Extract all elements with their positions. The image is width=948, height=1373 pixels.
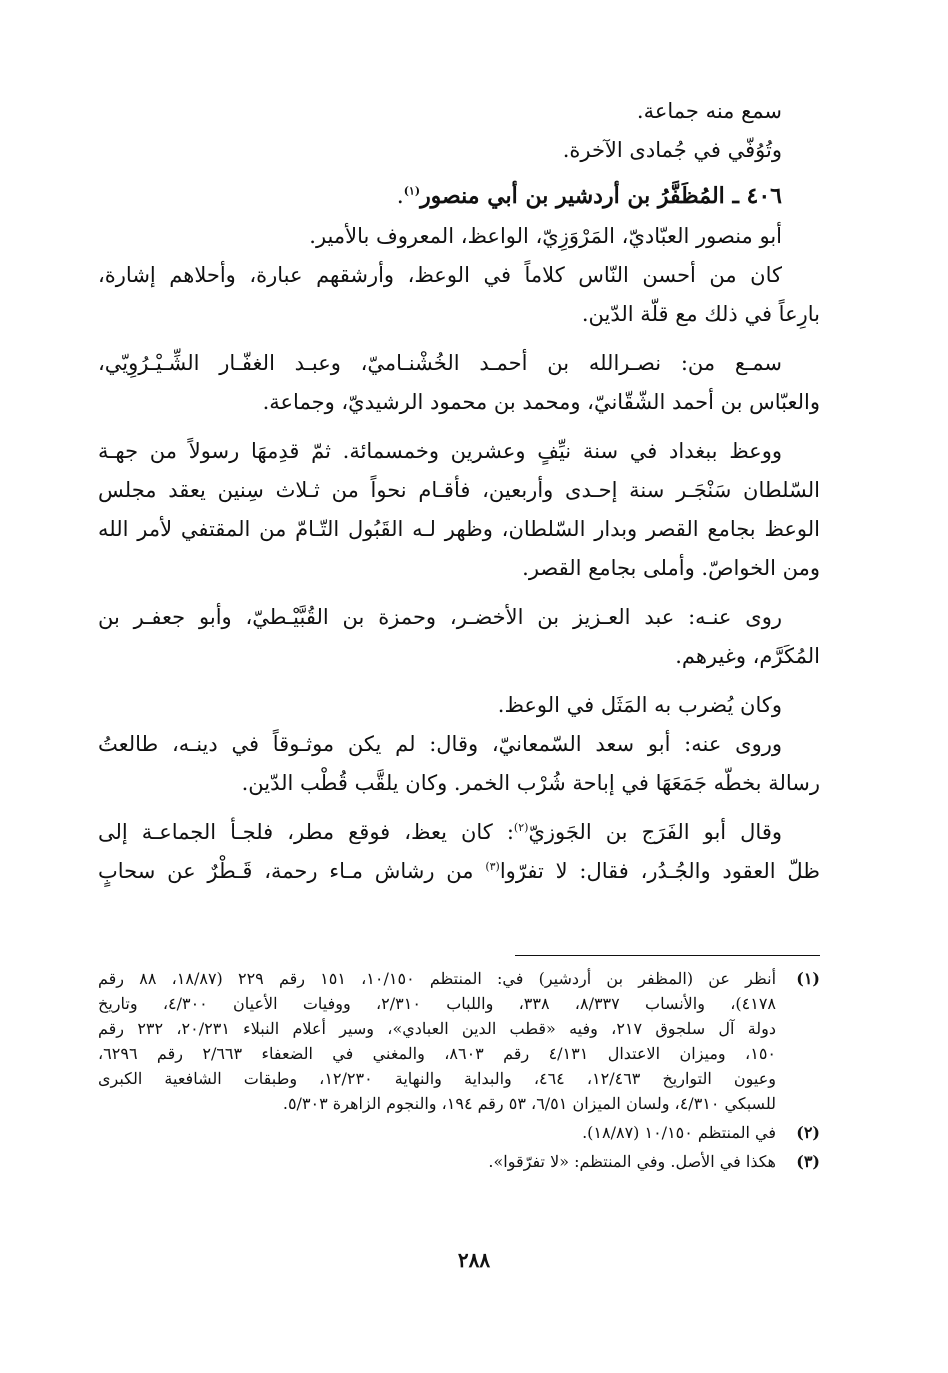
text-line: وكان يُضرب به المَثَل في الوعظ. (497, 693, 782, 717)
text-segment: من رشاش مـاء رحمة، قَـطْرٌ عن سحابٍ (98, 859, 486, 883)
footnote-number: (١) (796, 969, 820, 988)
footnote-line: ٤١٧٨)، والأنساب ٨/٣٣٧، ٣٣٨، واللباب ٢/٣١٠، ووفيات الأعيان ٤/٣٠٠، وتاريخ (98, 994, 777, 1013)
text-segment: : كان يعظ، فوقع مطر، فلجـأ الجماعـة إلى (98, 820, 514, 844)
text-line: كان من أحسن النّاس كلاماً في الوعظ، وأرشقهم عبارة، وأحلاهم إشارة، (98, 263, 782, 287)
footnote-line: هكذا في الأصل. وفي المنتظم: «لا تفرّقوا». (488, 1152, 776, 1171)
text-line: روى عنـه: عبد العـزيز بن الأخضـر، وحمزة بن القُبَّيْـطيّ، وأبو جعفـر بن (98, 605, 782, 629)
footnote-marker[interactable]: (١) (403, 184, 421, 198)
text-line: ومن الخواصّ. وأملى بجامع القصر. (522, 556, 820, 580)
footnote-line: ١٥٠، وميزان الاعتدال ٤/١٣١ رقم ٨٦٠٣، والمغني في الضعفاء ٢/٦٦٣ رقم ٦٢٩٦، (98, 1044, 776, 1063)
entry-heading (98, 176, 820, 217)
text-line: سمع منه جماعة. (636, 99, 782, 123)
footnote-body (98, 966, 776, 1116)
footnote-number: (٣) (796, 1152, 820, 1171)
page-number: ٢٨٨ (457, 1248, 491, 1272)
footnote-line: في المنتظم ١٠/١٥٠ (١٨/٨٧). (582, 1123, 776, 1142)
text-segment: وقال أبو الفَرَج بن الجَوزيّ (528, 820, 783, 844)
text-line (98, 852, 820, 891)
main-text (98, 92, 820, 891)
text-line: السّلطان سَنْجَـر سنة إحـدى وأربعين، فأقـام نحواً من ثـلاث سِنين يعقد مجلس (98, 478, 820, 502)
text-line: أبو منصور العبّاديّ، المَرْوَزِيّ، الواعظ، المعروف بالأمير. (309, 224, 782, 248)
footnote-line: دولة آل سلجوق ٢١٧، وفيه «قطب الدين العبادي»، وسير أعلام النبلاء ٢٠/٢٣١، ٢٣٢ رقم (98, 1019, 777, 1038)
footnotes (98, 966, 820, 1174)
text-line: الوعظ بجامع القصر وبدار السّلطان، وظهر لـه القَبُول التّـامّ من المقتفي لأمر الله (98, 517, 820, 541)
entry-number: ٤٠٦ ـ (732, 183, 782, 209)
footnote-marker[interactable]: (٣) (485, 860, 500, 873)
footnote-body (98, 1120, 776, 1145)
text-segment: ظلّ العقود والجُـدُر، فقال: لا تفرّوا (499, 859, 821, 883)
footnote-marker[interactable]: (٢) (513, 821, 529, 834)
text-line: بارِعاً في ذلك مع قلّة الدّين. (581, 302, 820, 326)
text-line: والعبّاس بن أحمد الشّقّانيّ، ومحمد بن محمود الرشيديّ، وجماعة. (262, 390, 820, 414)
entry-name: المُظَفَّرُ بن أردشير بن أبي منصور (420, 183, 725, 209)
footnote-2 (98, 1120, 820, 1145)
text-line: وتُوُفّي في جُمادى الآخرة. (562, 138, 782, 162)
footnote-line: أنظر عن (المظفر بن أردشير) في: المنتظم ١٠/١٥٠، ١٥١ رقم ٢٢٩ (١٨/٨٧، ٨٨ رقم (98, 969, 777, 988)
footnote-number: (٢) (796, 1123, 820, 1142)
text-line: وروى عنه: أبو سعد السّمعانيّ، وقال: لم يكن موثـوقاً في دينـه، طالعتُ (98, 732, 782, 756)
footnote-1 (98, 966, 820, 1116)
footnote-3 (98, 1149, 820, 1174)
text-line: المُكَرَّم، وغيرهم. (675, 644, 820, 668)
text-line: رسالة بخطّه جَمَعَهَا في إباحة شُرْب الخمر. وكان يلقَّب قُطْب الدّين. (241, 771, 820, 795)
text-line: ووعظ ببغداد في سنة نيِّفٍ وعشرين وخمسمائة. ثمّ قدِمهَا رسولاً من جهـة (98, 439, 782, 463)
footnote-divider (515, 955, 820, 956)
text-line: سمـع من: نصـرالله بن أحمـد الخُشْنـاميّ، وعبـد الغفّـار الشِّـيْـرُوِيّي، (98, 351, 782, 375)
footnote-line: للسبكي ٤/٣١٠، ولسان الميزان ٦/٥١، ٥٣ رقم ١٩٤، والنجوم الزاهرة ٥/٣٠٣. (282, 1094, 776, 1113)
footnote-line: وعيون التواريخ ١٢/٤٦٣، ٤٦٤، والبداية والنهاية ١٢/٢٣٠، وطبقات الشافعية الكبرى (98, 1069, 777, 1088)
entry-end: . (396, 184, 404, 209)
footnote-body (98, 1149, 776, 1174)
text-line (98, 813, 820, 852)
